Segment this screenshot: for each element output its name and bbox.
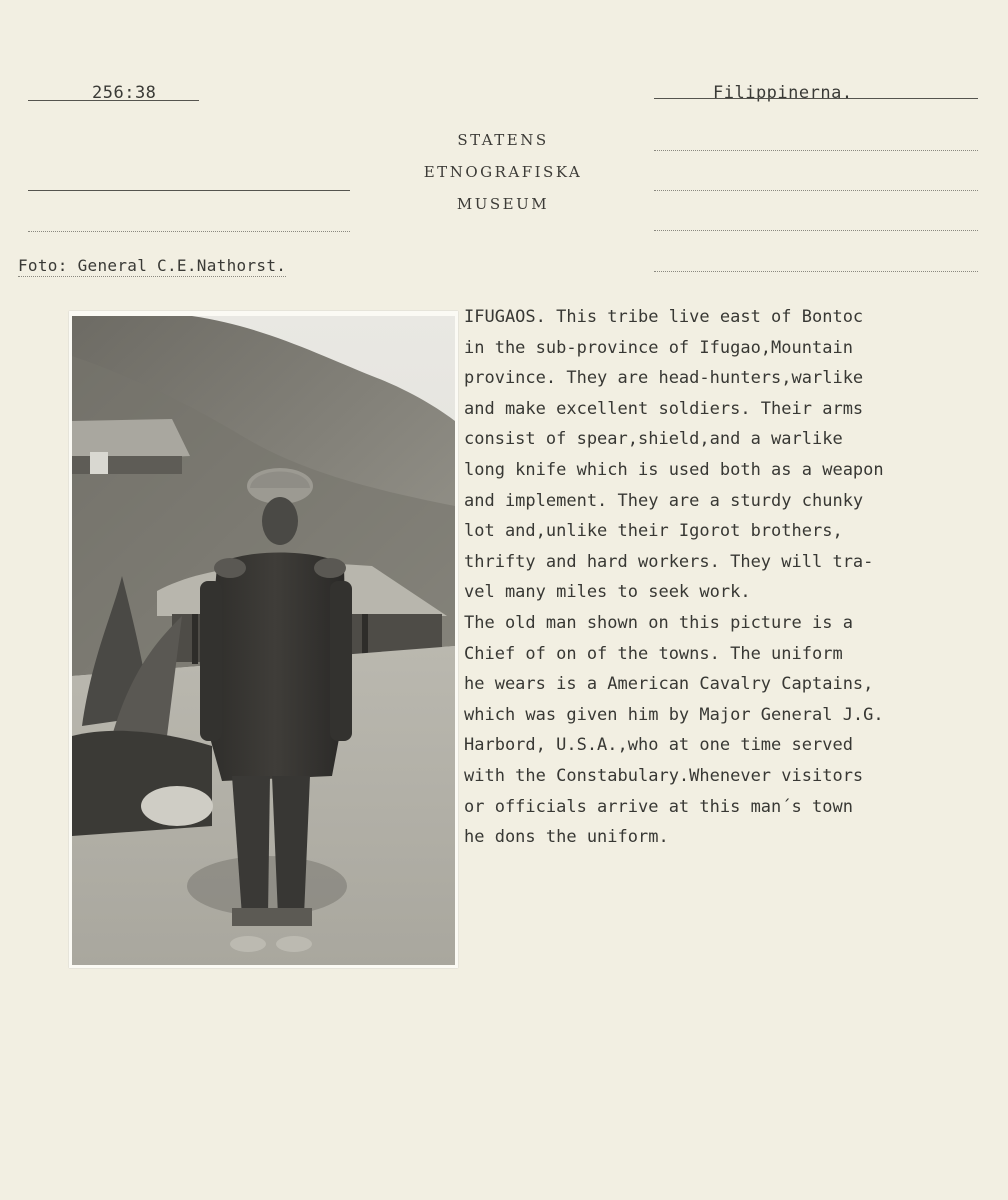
description-line: he wears is a American Cavalry Captains,: [464, 674, 874, 695]
description-line: consist of spear,shield,and a warlike: [464, 429, 843, 450]
museum-name: [398, 124, 608, 220]
photo-description: [464, 302, 994, 853]
right-dotted-rule-4: [654, 271, 978, 272]
description-line: in the sub-province of Ifugao,Mountain: [464, 337, 853, 358]
description-line: Chief of on of the towns. The uniform: [464, 643, 843, 664]
catalog-number: 256:38: [92, 83, 157, 103]
description-line: province. They are head-hunters,warlike: [464, 368, 864, 389]
photo-credit: Foto: General C.E.Nathorst.: [18, 256, 287, 275]
photograph: [72, 316, 455, 965]
left-dotted-rule: [28, 231, 350, 232]
right-dotted-rule-1: [654, 150, 978, 151]
catalog-number-underline: [28, 100, 199, 101]
museum-line-1: STATENS: [457, 131, 549, 149]
country-label: Filippinerna.: [713, 83, 853, 103]
museum-line-3: MUSEUM: [456, 195, 550, 213]
right-dotted-rule-2: [654, 190, 978, 191]
description-line: or officials arrive at this man´s town: [464, 796, 853, 817]
left-rule: [28, 190, 350, 191]
description-line: vel many miles to seek work.: [464, 582, 751, 603]
description-line: and make excellent soldiers. Their arms: [464, 398, 864, 419]
description-line: long knife which is used both as a weapon: [464, 459, 884, 480]
description-line: IFUGAOS. This tribe live east of Bontoc: [464, 307, 864, 327]
description-line: and implement. They are a sturdy chunky: [464, 490, 864, 511]
description-line: he dons the uniform.: [464, 827, 669, 848]
description-line: Harbord, U.S.A.,who at one time served: [464, 735, 853, 756]
right-dotted-rule-3: [654, 230, 978, 231]
museum-line-2: ETNOGRAFISKA: [423, 163, 583, 181]
description-line: lot and,unlike their Igorot brothers,: [464, 521, 843, 542]
description-line: with the Constabulary.Whenever visitors: [464, 765, 864, 786]
description-line: The old man shown on this picture is a: [464, 612, 853, 633]
description-line: thrifty and hard workers. They will tra-: [464, 551, 874, 572]
country-underline: [654, 98, 978, 99]
description-line: which was given him by Major General J.G.: [464, 704, 884, 725]
